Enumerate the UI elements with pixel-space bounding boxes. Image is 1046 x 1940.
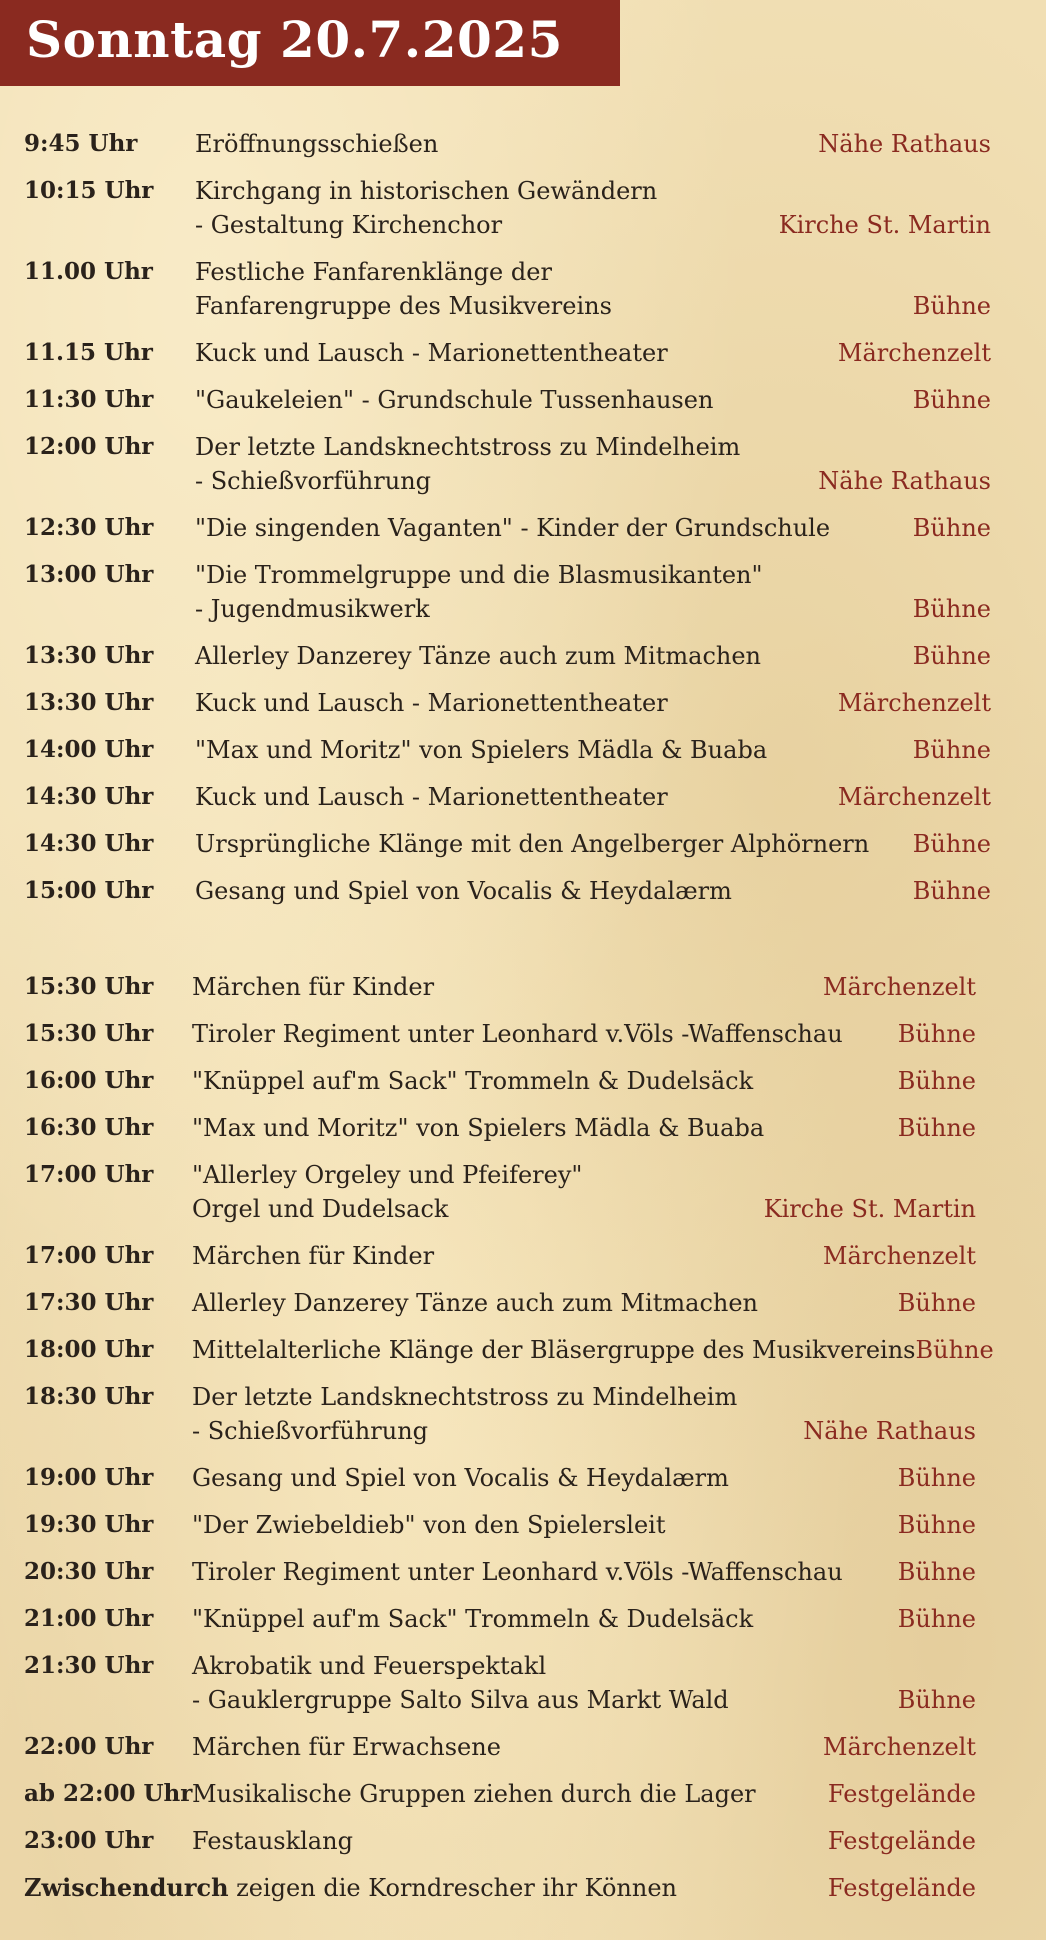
event-location: Bühne <box>912 514 991 542</box>
event-description-line: Musikalische Gruppen ziehen durch die Lager <box>192 1780 756 1808</box>
event-description <box>192 1158 764 1226</box>
event-time: 14:30 Uhr <box>24 783 154 810</box>
footer-note-location: Festgelände <box>827 1874 976 1902</box>
event-description <box>195 511 913 545</box>
schedule-block-afternoon <box>0 970 1046 1905</box>
event-description-line: Kirchgang in historischen Gewändern <box>195 177 658 205</box>
event-description <box>192 1777 828 1811</box>
event-description-line: Gesang und Spiel von Vocalis & Heydalærm <box>195 877 732 905</box>
event-description-line: "Max und Moritz" von Spielers Mädla & Buaba <box>192 1114 765 1142</box>
event-location: Bühne <box>912 830 991 858</box>
event-description-line: Allerley Danzerey Tänze auch zum Mitmachen <box>192 1289 759 1317</box>
event-time: 13:00 Uhr <box>24 561 154 588</box>
schedule-row <box>0 1158 1046 1226</box>
schedule-row <box>0 780 1046 814</box>
event-description-line: Märchen für Kinder <box>192 1242 435 1270</box>
event-time: 11.15 Uhr <box>24 339 153 366</box>
event-time: 15:30 Uhr <box>24 973 154 1000</box>
footer-note-text <box>24 1871 677 1905</box>
schedule-row <box>0 1602 1046 1636</box>
event-description-line: - Gauklergruppe Salto Silva aus Markt Wald <box>192 1686 729 1714</box>
footer-note <box>0 1871 1046 1905</box>
schedule-row <box>0 733 1046 767</box>
event-location: Bühne <box>897 1686 976 1714</box>
event-description-line: Allerley Danzerey Tänze auch zum Mitmachen <box>195 642 762 670</box>
schedule-row <box>0 174 1046 242</box>
footer-note-rest: zeigen die Korndrescher ihr Können <box>228 1874 677 1902</box>
schedule-row <box>0 639 1046 673</box>
event-description-line: Festausklang <box>192 1827 353 1855</box>
event-time: 19:30 Uhr <box>24 1511 154 1538</box>
event-time: 15:30 Uhr <box>24 1020 154 1047</box>
event-description <box>192 1555 898 1589</box>
event-description <box>192 1461 898 1495</box>
schedule-row <box>0 511 1046 545</box>
schedule-row <box>0 558 1046 626</box>
event-description-line: Gesang und Spiel von Vocalis & Heydalærm <box>192 1464 729 1492</box>
event-location: Kirche St. Martin <box>763 1195 976 1223</box>
event-description-line: "Knüppel auf'm Sack" Trommeln & Dudelsäck <box>192 1605 754 1633</box>
event-location: Märchenzelt <box>822 1733 976 1761</box>
schedule-row <box>0 686 1046 720</box>
footer-note-bold: Zwischendurch <box>24 1873 229 1902</box>
schedule-row <box>0 1824 1046 1858</box>
page-title: Sonntag 20.7.2025 <box>26 10 563 69</box>
schedule-row <box>0 255 1046 323</box>
event-time: 15:00 Uhr <box>24 877 154 904</box>
event-location: Bühne <box>912 736 991 764</box>
schedule-row <box>0 1017 1046 1051</box>
event-location: Bühne <box>897 1558 976 1586</box>
event-description <box>195 639 913 673</box>
event-description-line: "Gaukeleien" - Grundschule Tussenhausen <box>195 386 714 414</box>
event-description <box>192 1064 898 1098</box>
event-location: Bühne <box>897 1067 976 1095</box>
event-time: 14:30 Uhr <box>24 830 154 857</box>
event-description <box>192 1730 823 1764</box>
schedule-row <box>0 430 1046 498</box>
event-description <box>192 1824 828 1858</box>
event-description <box>192 1111 898 1145</box>
schedule-row <box>0 383 1046 417</box>
event-description <box>195 733 913 767</box>
event-time: 21:30 Uhr <box>24 1652 154 1679</box>
event-time: 20:30 Uhr <box>24 1558 154 1585</box>
event-time: ab 22:00 Uhr <box>24 1780 193 1807</box>
event-time: 22:00 Uhr <box>24 1733 154 1760</box>
event-location: Kirche St. Martin <box>778 211 991 239</box>
event-description-line: Kuck und Lausch - Marionettentheater <box>195 783 668 811</box>
event-time: 11:30 Uhr <box>24 386 154 413</box>
day-header <box>0 0 620 86</box>
event-description <box>195 558 913 626</box>
event-time: 13:30 Uhr <box>24 642 154 669</box>
event-description <box>195 874 913 908</box>
event-location: Bühne <box>897 1464 976 1492</box>
event-time: 13:30 Uhr <box>24 689 154 716</box>
schedule-row <box>0 1555 1046 1589</box>
event-location: Nähe Rathaus <box>803 1417 976 1445</box>
event-location: Märchenzelt <box>822 973 976 1001</box>
schedule-row <box>0 127 1046 161</box>
schedule-row <box>0 1777 1046 1811</box>
event-time: 10:15 Uhr <box>24 177 154 204</box>
event-location: Märchenzelt <box>837 783 991 811</box>
event-description <box>195 383 913 417</box>
schedule-block-morning <box>0 127 1046 921</box>
event-description-line: "Knüppel auf'm Sack" Trommeln & Dudelsäck <box>192 1067 754 1095</box>
event-location: Bühne <box>897 1511 976 1539</box>
event-time: 17:30 Uhr <box>24 1289 154 1316</box>
schedule-row <box>0 1508 1046 1542</box>
event-location: Märchenzelt <box>837 339 991 367</box>
event-location: Bühne <box>912 292 991 320</box>
event-description-line: Akrobatik und Feuerspektakl <box>192 1652 547 1680</box>
schedule-rows <box>0 970 1046 1858</box>
event-location: Bühne <box>915 1336 994 1364</box>
event-description <box>192 1649 898 1717</box>
event-location: Nähe Rathaus <box>818 467 991 495</box>
event-time: 23:00 Uhr <box>24 1827 154 1854</box>
event-description-line: - Gestaltung Kirchenchor <box>195 211 503 239</box>
event-location: Nähe Rathaus <box>818 130 991 158</box>
event-location: Bühne <box>912 386 991 414</box>
event-description-line: "Der Zwiebeldieb" von den Spielersleit <box>192 1511 666 1539</box>
event-location: Bühne <box>897 1020 976 1048</box>
event-description <box>192 970 823 1004</box>
schedule-row <box>0 970 1046 1004</box>
schedule-row <box>0 1064 1046 1098</box>
event-location: Festgelände <box>827 1780 976 1808</box>
event-description <box>192 1380 803 1448</box>
event-description <box>192 1017 898 1051</box>
event-location: Bühne <box>897 1605 976 1633</box>
event-time: 21:00 Uhr <box>24 1605 154 1632</box>
event-description <box>192 1333 915 1367</box>
event-description-line: - Schießvorführung <box>192 1417 429 1445</box>
event-location: Festgelände <box>827 1827 976 1855</box>
event-description-line: "Die Trommelgruppe und die Blasmusikanten" <box>195 561 763 589</box>
event-time: 12:00 Uhr <box>24 433 154 460</box>
event-description-line: Fanfarengruppe des Musikvereins <box>195 292 612 320</box>
event-description <box>195 255 913 323</box>
event-description <box>195 174 779 242</box>
schedule-row <box>0 1239 1046 1273</box>
event-location: Bühne <box>912 595 991 623</box>
event-description-line: Ursprüngliche Klänge mit den Angelberger Alphörnern <box>195 830 870 858</box>
event-description-line: Märchen für Kinder <box>192 973 435 1001</box>
event-location: Märchenzelt <box>837 689 991 717</box>
event-time: 16:00 Uhr <box>24 1067 154 1094</box>
event-time: 17:00 Uhr <box>24 1161 154 1188</box>
event-description-line: "Allerley Orgeley und Pfeiferey" <box>192 1161 583 1189</box>
event-location: Bühne <box>912 642 991 670</box>
event-description-line: Tiroler Regiment unter Leonhard v.Völs -Waffenschau <box>192 1020 843 1048</box>
event-description-line: Festliche Fanfarenklänge der <box>195 258 552 286</box>
event-description-line: "Max und Moritz" von Spielers Mädla & Buaba <box>195 736 768 764</box>
event-description-line: - Jugendmusikwerk <box>195 595 430 623</box>
schedule-row <box>0 1111 1046 1145</box>
event-description <box>192 1239 823 1273</box>
event-location: Bühne <box>897 1114 976 1142</box>
event-location: Märchenzelt <box>822 1242 976 1270</box>
schedule-row <box>0 336 1046 370</box>
schedule-row <box>0 1649 1046 1717</box>
event-description <box>195 827 913 861</box>
event-description <box>192 1602 898 1636</box>
schedule-row <box>0 1380 1046 1448</box>
event-time: 16:30 Uhr <box>24 1114 154 1141</box>
event-location: Bühne <box>897 1289 976 1317</box>
event-description <box>195 127 818 161</box>
event-description-line: "Die singenden Vaganten" - Kinder der Grundschule <box>195 514 831 542</box>
event-description-line: Märchen für Erwachsene <box>192 1733 501 1761</box>
event-time: 12:30 Uhr <box>24 514 154 541</box>
event-description <box>192 1286 898 1320</box>
event-time: 14:00 Uhr <box>24 736 154 763</box>
event-description-line: Tiroler Regiment unter Leonhard v.Völs -Waffenschau <box>192 1558 843 1586</box>
event-location: Bühne <box>912 877 991 905</box>
event-description <box>195 780 838 814</box>
event-description <box>195 336 838 370</box>
schedule-row <box>0 827 1046 861</box>
schedule-row <box>0 1286 1046 1320</box>
event-description <box>195 430 818 498</box>
schedule-row <box>0 1730 1046 1764</box>
event-time: 17:00 Uhr <box>24 1242 154 1269</box>
event-time: 11.00 Uhr <box>24 258 153 285</box>
event-time: 9:45 Uhr <box>24 130 138 157</box>
event-description-line: Kuck und Lausch - Marionettentheater <box>195 689 668 717</box>
schedule-row <box>0 1461 1046 1495</box>
event-time: 19:00 Uhr <box>24 1464 154 1491</box>
event-description <box>195 686 838 720</box>
event-description-line: Der letzte Landsknechtstross zu Mindelheim <box>192 1383 738 1411</box>
event-description-line: Kuck und Lausch - Marionettentheater <box>195 339 668 367</box>
event-description-line: Der letzte Landsknechtstross zu Mindelheim <box>195 433 741 461</box>
event-description <box>192 1508 898 1542</box>
schedule-row <box>0 874 1046 908</box>
schedule-row <box>0 1333 1046 1367</box>
event-description-line: Orgel und Dudelsack <box>192 1195 449 1223</box>
event-description-line: Mittelalterliche Klänge der Bläsergruppe des Musikvereins <box>192 1336 916 1364</box>
event-description-line: - Schießvorführung <box>195 467 432 495</box>
event-description-line: Eröffnungsschießen <box>195 130 439 158</box>
event-time: 18:00 Uhr <box>24 1336 154 1363</box>
event-time: 18:30 Uhr <box>24 1383 154 1410</box>
